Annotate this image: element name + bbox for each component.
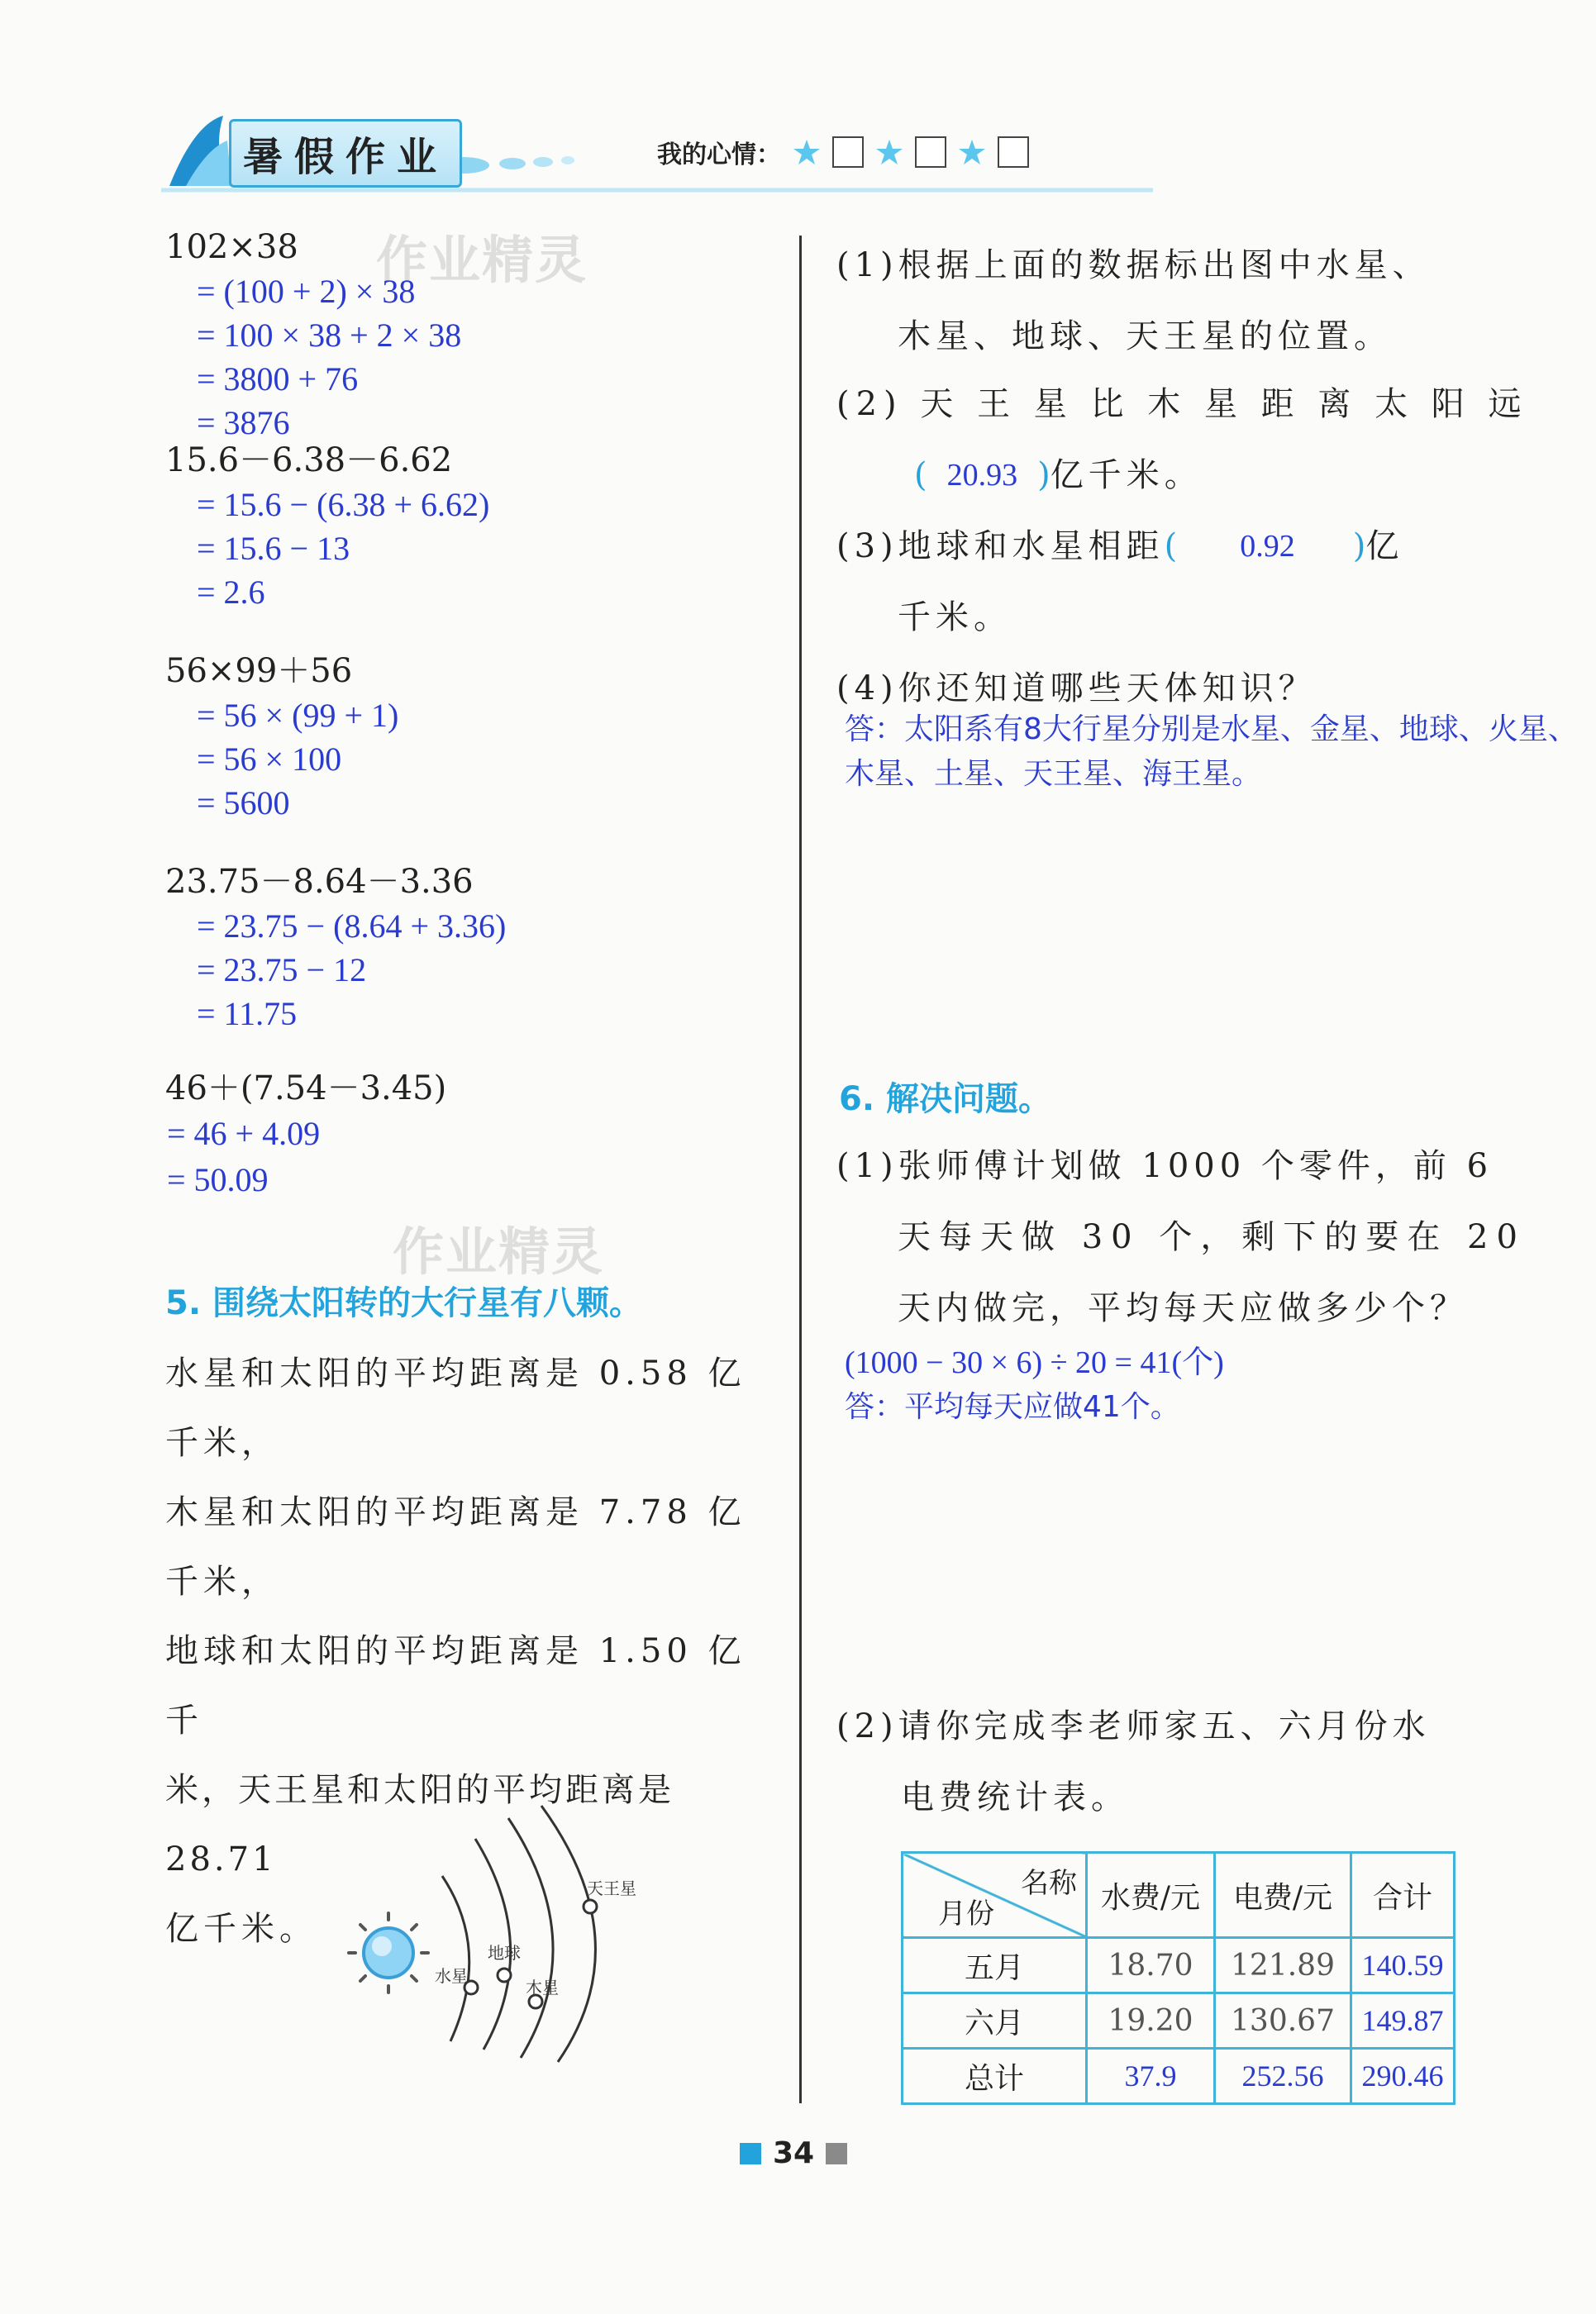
title-tiles <box>229 119 462 188</box>
calc-2 <box>165 438 489 614</box>
section-5-line-4: 千米， <box>165 1563 279 1601</box>
header-banner <box>161 107 1153 198</box>
calc-4-expr: 23.75－8.64－3.36 <box>165 863 474 901</box>
s6-p1-answer-line-1: (1000 − 30 × 6) ÷ 20 = 41(个) <box>845 1345 1224 1380</box>
calc-4-step-3: = 11.75 <box>197 995 298 1032</box>
col-electric: 电费/元 <box>1215 1853 1351 1938</box>
label-earth: 地球 <box>488 1943 521 1963</box>
gray-square-icon <box>826 2143 847 2164</box>
corner-top-label: 名称 <box>1021 1867 1077 1900</box>
page-footer <box>740 2136 847 2170</box>
calc-3-step-2: = 56 × 100 <box>197 740 342 778</box>
q2: (2) 天 王 星 比 木 星 距 离 太 阳 远 ( 20.93 ) 亿千米。 <box>836 369 1528 511</box>
calc-2-expr: 15.6－6.38－6.62 <box>165 441 453 479</box>
s6-p1-line-2: 天每天做 30 个，剩下的要在 20 <box>898 1218 1526 1256</box>
col-total: 合计 <box>1351 1853 1455 1938</box>
q3-answer: 0.92 <box>1240 529 1295 564</box>
section-5-line-1: 水星和太阳的平均距离是 0.58 亿 <box>165 1355 746 1393</box>
section-5-title: 5. 围绕太阳转的大行星有八颗。 <box>165 1284 642 1322</box>
cell-total: 140.59 <box>1351 1938 1455 1993</box>
q2-line-1: (2) 天 王 星 比 木 星 距 离 太 阳 远 <box>836 385 1528 423</box>
label-mercury: 水星 <box>435 1966 468 1986</box>
calc-2-step-1: = 15.6 − (6.38 + 6.62) <box>197 486 490 523</box>
section-6-title: 6. 解决问题。 <box>839 1080 1051 1118</box>
sun-icon <box>349 1913 428 1993</box>
q1-line-1: (1)根据上面的数据标出图中水星、 <box>836 246 1431 284</box>
cell-water: 19.20 <box>1087 1993 1215 2049</box>
calc-3 <box>165 649 398 825</box>
row-label: 五月 <box>903 1938 1087 1993</box>
page-number: 34 <box>773 2136 815 2170</box>
table-row <box>903 1993 1455 2049</box>
label-uranus: 天王星 <box>587 1878 636 1898</box>
q3-label: (3)地球和水星相距 <box>836 527 1165 565</box>
watermark-middle: 作业精灵 <box>393 1221 605 1282</box>
section-5-line-2: 千米， <box>165 1424 279 1462</box>
section-6-problem-2 <box>836 1691 1431 1833</box>
corner-bottom-label: 月份 <box>938 1897 994 1931</box>
section-5-line-3: 木星和太阳的平均距离是 7.78 亿 <box>165 1493 746 1531</box>
cell-electric: 252.56 <box>1215 2049 1351 2104</box>
table-row <box>903 2049 1455 2104</box>
calc-1-step-1: = (100 + 2) × 38 <box>197 273 416 310</box>
cell-total: 290.46 <box>1351 2049 1455 2104</box>
q2-answer: 20.93 <box>946 458 1018 493</box>
cell-electric: 130.67 <box>1215 1993 1351 2049</box>
header-title: 暑假作业 <box>229 119 462 188</box>
column-divider <box>799 236 802 2103</box>
q3: (3)地球和水星相距 ( 0.92 ) 亿 千米。 <box>836 511 1403 653</box>
cell-electric: 121.89 <box>1215 1938 1351 1993</box>
calc-2-step-2: = 15.6 − 13 <box>197 530 350 567</box>
cell-total: 149.87 <box>1351 1993 1455 2049</box>
sad-star-icon <box>958 138 986 166</box>
section-5-line-6: 米，天王星和太阳的平均距离是 28.71 <box>165 1771 674 1878</box>
table-row <box>903 1938 1455 1993</box>
row-label: 总计 <box>903 2049 1087 2104</box>
s6-p2-line-2: 电费统计表。 <box>901 1778 1129 1816</box>
neutral-star-icon <box>875 138 903 166</box>
mood-label: 我的心情： <box>657 140 781 169</box>
table-header-row <box>903 1853 1455 1938</box>
q4-answer-line-1: 答：太阳系有8大行星分别是水星、金星、地球、火星、 <box>845 712 1578 746</box>
q1-line-2: 木星、地球、天王星的位置。 <box>898 317 1392 355</box>
calc-5-step-1: = 46 + 4.09 <box>167 1115 321 1152</box>
calc-1-step-2: = 100 × 38 + 2 × 38 <box>197 317 462 354</box>
section-6-problem-1 <box>836 1131 1526 1344</box>
s6-p1-line-1: (1)张师傅计划做 1000 个零件，前 6 <box>836 1147 1494 1185</box>
calc-1-step-4: = 3876 <box>197 404 290 441</box>
mood-checkbox-1[interactable] <box>832 136 864 168</box>
calc-3-step-3: = 5600 <box>197 784 290 821</box>
mood-checkbox-3[interactable] <box>998 136 1029 168</box>
fee-table <box>901 1851 1455 2105</box>
q4-question: (4)你还知道哪些天体知识？ <box>836 669 1317 707</box>
row-label: 六月 <box>903 1993 1087 2049</box>
blue-square-icon <box>740 2143 761 2164</box>
section-5-line-7: 亿千米。 <box>165 1910 317 1948</box>
section-5-line-5: 地球和太阳的平均距离是 1.50 亿千 <box>165 1632 746 1740</box>
calc-1-step-3: = 3800 + 76 <box>197 360 359 398</box>
solar-system-diagram <box>339 1802 686 2066</box>
q3-unit: 亿 <box>1365 527 1404 565</box>
calc-3-expr: 56×99＋56 <box>165 652 353 690</box>
smile-star-icon <box>793 138 821 166</box>
s6-p1-answer <box>845 1340 1224 1430</box>
calc-1 <box>165 225 461 445</box>
s6-p2-line-1: (2)请你完成李老师家五、六月份水 <box>836 1707 1431 1745</box>
col-water: 水费/元 <box>1087 1853 1215 1938</box>
watermark-top: 作业精灵 <box>376 230 588 290</box>
calc-2-step-3: = 2.6 <box>197 574 265 611</box>
cell-water: 37.9 <box>1087 2049 1215 2104</box>
calc-5-expr: 46＋(7.54－3.45) <box>165 1069 447 1107</box>
calc-5-step-2: = 50.09 <box>167 1161 269 1198</box>
calc-4-step-2: = 23.75 − 12 <box>197 951 367 988</box>
mood-checkbox-2[interactable] <box>915 136 946 168</box>
calc-3-step-1: = 56 × (99 + 1) <box>197 697 399 734</box>
calc-4-step-1: = 23.75 − (8.64 + 3.36) <box>197 907 507 945</box>
q1 <box>836 230 1431 372</box>
fee-table-wrap <box>901 1851 1455 2105</box>
calc-4 <box>165 859 506 1036</box>
cell-water: 18.70 <box>1087 1938 1215 1993</box>
calc-1-expr: 102×38 <box>165 228 298 266</box>
q2-unit: 亿千米。 <box>1050 456 1203 494</box>
label-jupiter: 木星 <box>526 1978 559 1997</box>
solar-system-svg <box>339 1802 686 2066</box>
s6-p1-line-3: 天内做完，平均每天应做多少个？ <box>898 1289 1468 1327</box>
s6-p1-answer-line-2: 答：平均每天应做41个。 <box>845 1390 1180 1424</box>
corner-cell <box>903 1853 1087 1938</box>
q3-line-2: 千米。 <box>898 598 1012 636</box>
q4-answer <box>845 707 1589 797</box>
calc-5 <box>165 1066 446 1203</box>
q4-answer-line-2: 木星、土星、天王星、海王星。 <box>845 757 1262 791</box>
